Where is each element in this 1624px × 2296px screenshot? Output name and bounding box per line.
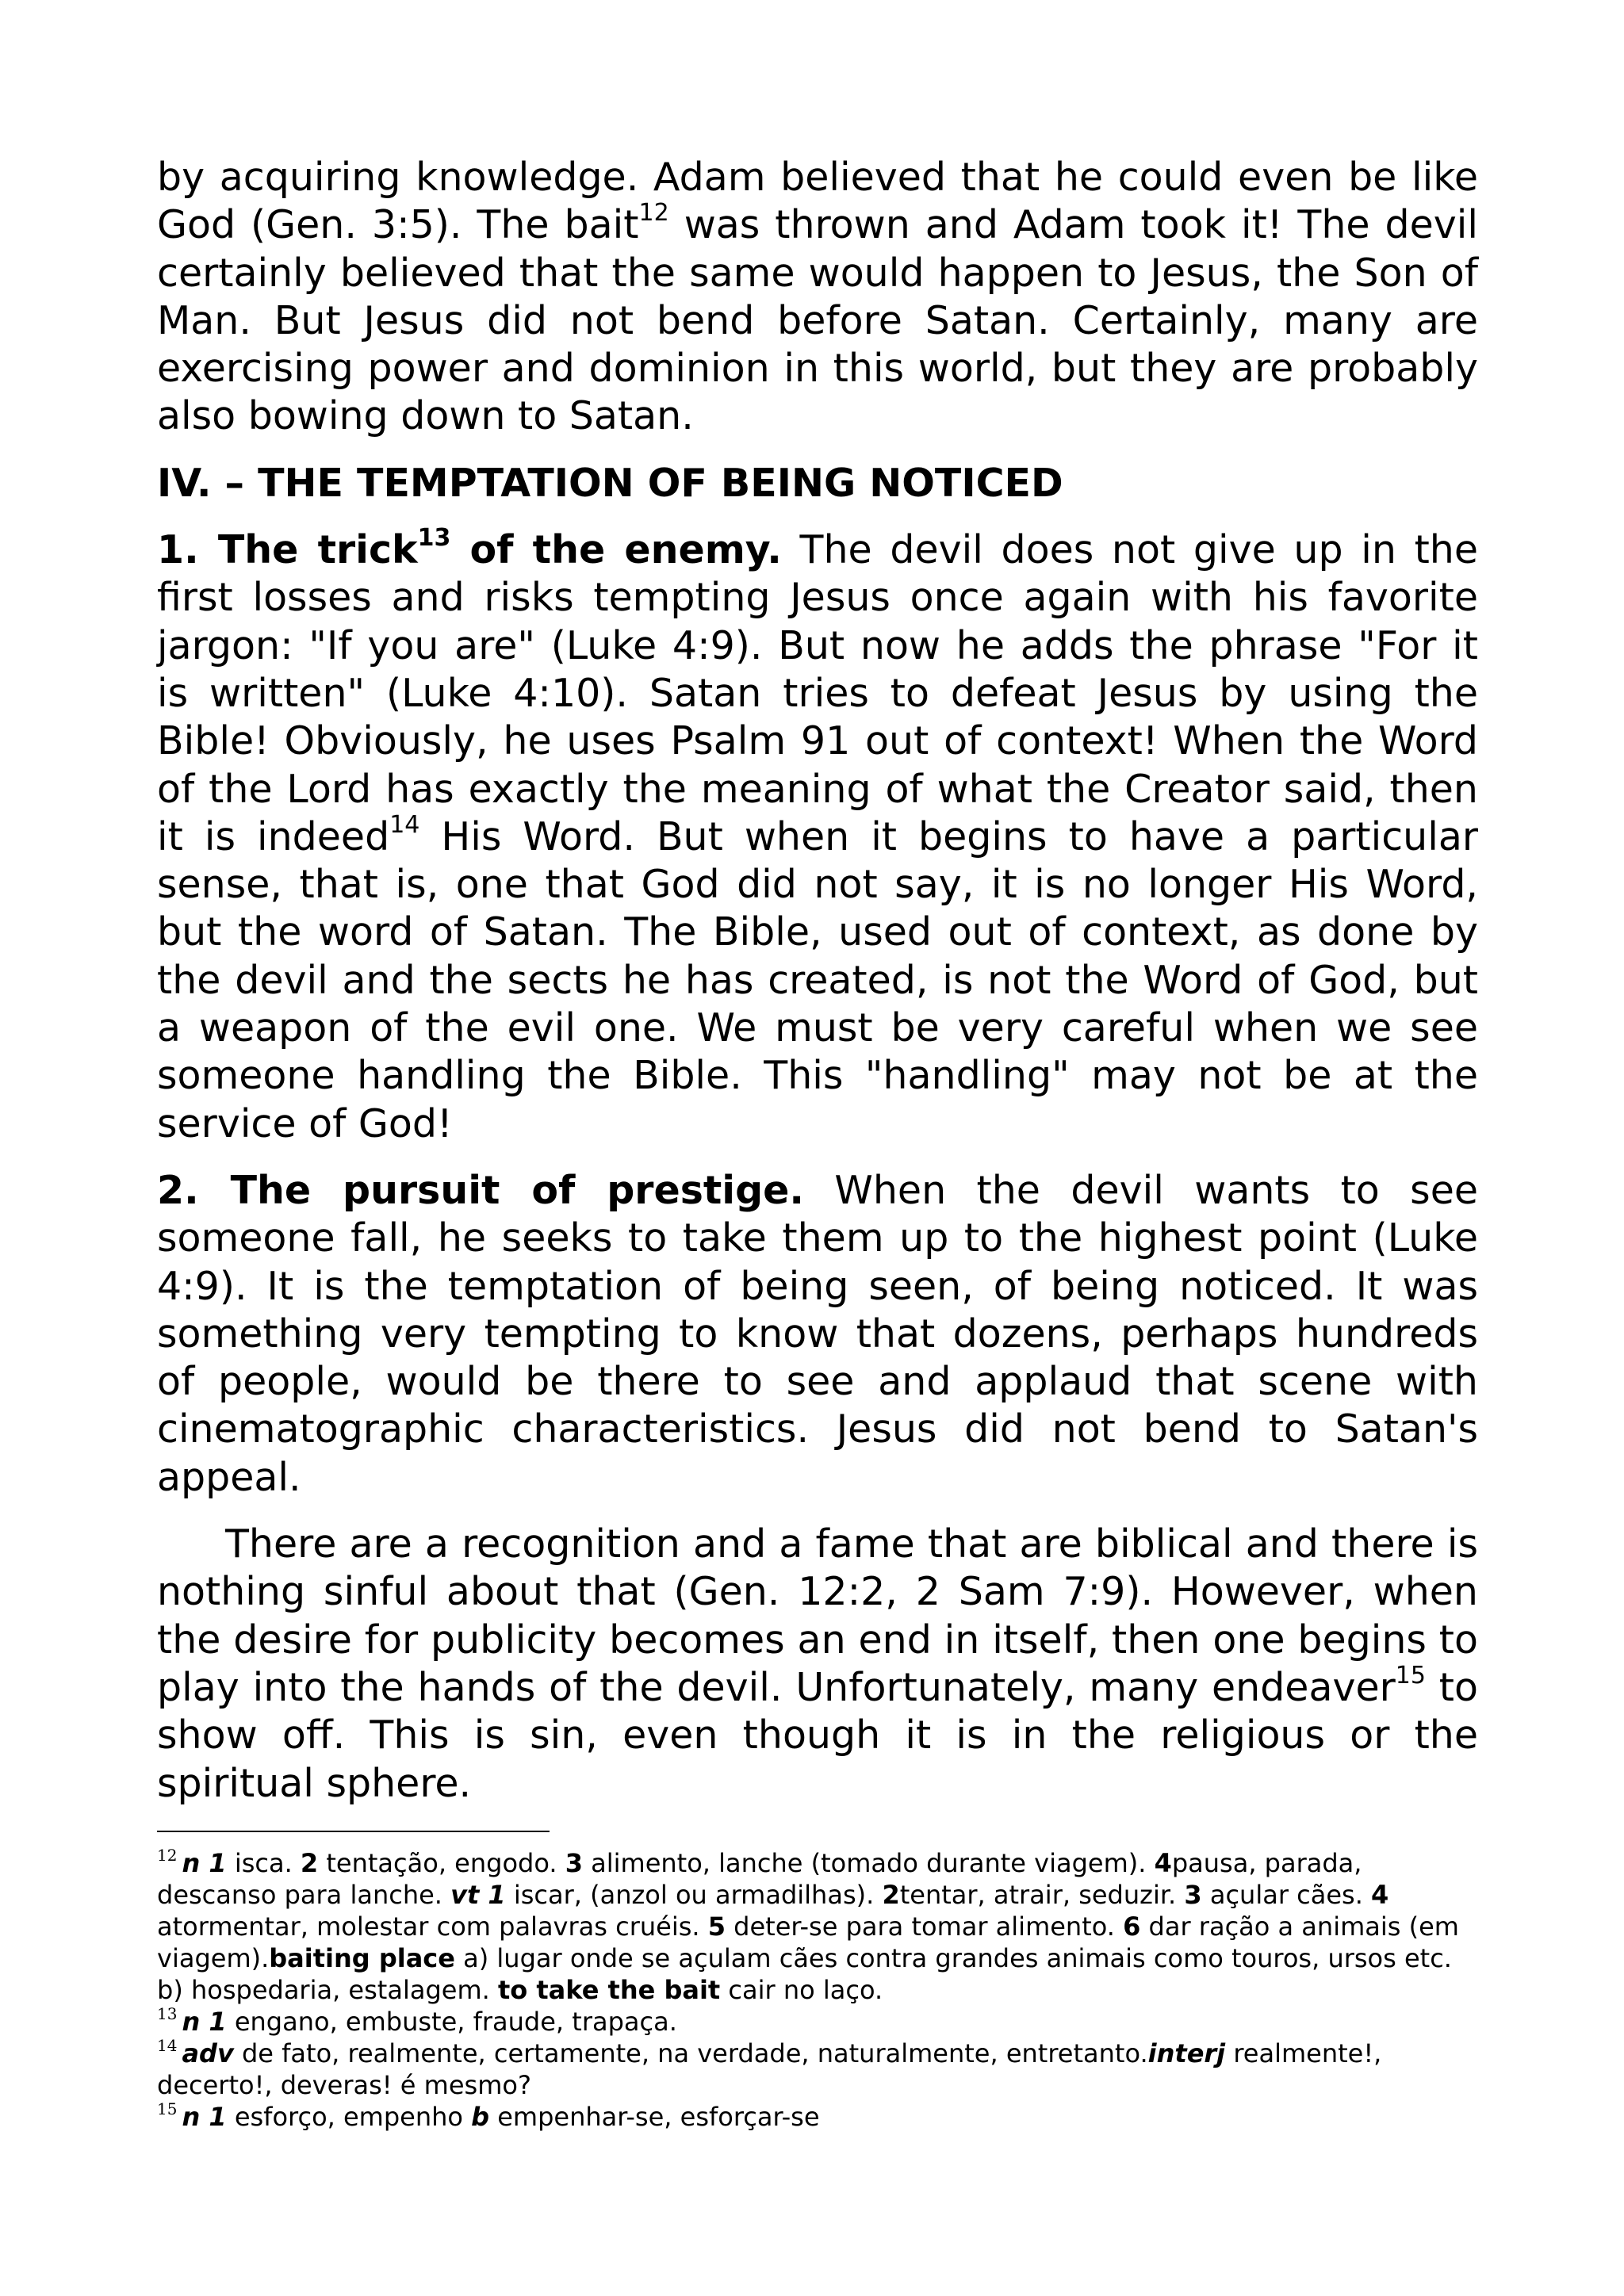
footnote-ref-14[interactable]: 14 — [389, 810, 420, 839]
definition: cair no laço. — [720, 1975, 883, 2005]
definition: tentação, engodo. — [318, 1848, 565, 1878]
paragraph-2 — [157, 526, 1478, 1148]
definition: iscar, (anzol ou armadilhas). — [505, 1880, 883, 1910]
footnote-number: 13 — [157, 2004, 178, 2023]
definition: empenhar-se, esforçar-se — [489, 2102, 820, 2132]
definition: alimento, lanche (tomado durante viagem). — [582, 1848, 1155, 1878]
term: 2 — [300, 1848, 319, 1878]
paragraph-text: There are a recognition and a fame that are biblical and there is nothing sinful about that (Gen. 12:2, 2 Sam 7:9). However, when the desire for publicity becomes an end in itself, then one begins to play into the hands of the devil. Unfortunately, many endeaver — [157, 1521, 1478, 1710]
term: b — [471, 2102, 490, 2132]
paragraph-text: by acquiring knowledge. Adam believed that he could even be like God (Gen. 3:5). The bait — [157, 155, 1478, 248]
definition: atormentar, molestar com palavras cruéis. — [157, 1911, 708, 1942]
term: adv — [182, 2038, 234, 2068]
definition: esforço, empenho — [226, 2102, 472, 2132]
footnote-number: 12 — [157, 1846, 178, 1865]
term: n 1 — [182, 1848, 227, 1878]
term: to take the bait — [497, 1975, 721, 2005]
definition: tentar, atrair, seduzir. — [899, 1880, 1185, 1910]
paragraph-text: The devil does not give up in the first losses and risks tempting Jesus once again with his favorite jargon: "If you are" (Luke 4:9). But now he adds the phrase "For it is written" (Luke 4:10). Satan tries to defeat Jesus by using the Bible! Obviously, he uses Psalm 91 out of context! When the Word of the Lord has exactly the meaning of what the Creator said, then it is indeed — [157, 527, 1479, 859]
paragraph-text: was thrown and Adam took it! The devil certainly believed that the same would happen to Jesus, the Son of Man. But Jesus did not bend before Satan. Certainly, many are exercising power and dominion in this world, but they are probably also bowing down to Satan. — [157, 202, 1478, 439]
footnote-ref-12[interactable]: 12 — [638, 199, 669, 228]
paragraph-lead — [157, 524, 782, 573]
definition: engano, embuste, fraude, trapaça. — [226, 2007, 677, 2037]
main-text — [157, 154, 1478, 1827]
footnote-15 — [157, 2101, 1478, 2133]
lead-text: 1. The trick — [157, 527, 418, 573]
term: 6 — [1123, 1911, 1141, 1942]
definition: dar ração a animais (em viagem). — [157, 1911, 1459, 1973]
term: 3 — [565, 1848, 583, 1878]
paragraph-lead: 2. The pursuit of prestige. — [157, 1167, 804, 1213]
footnote-ref-15[interactable]: 15 — [1395, 1661, 1426, 1689]
footnote-13 — [157, 2006, 1478, 2038]
definition: deter-se para tomar alimento. — [725, 1911, 1124, 1942]
term: 5 — [707, 1911, 726, 1942]
paragraph-text: to show off. This is sin, even though it is in the religious or the spiritual sphere. — [157, 1664, 1478, 1806]
section-heading: IV. – THE TEMPTATION OF BEING NOTICED — [157, 460, 1063, 506]
paragraph-1 — [157, 154, 1478, 441]
footnote-14 — [157, 2038, 1478, 2101]
term: 2 — [882, 1880, 900, 1910]
lead-text: of the enemy. — [450, 527, 782, 573]
definition: pausa, parada, descanso para lanche. — [157, 1848, 1362, 1910]
footnotes — [157, 1847, 1478, 2133]
term: vt 1 — [450, 1880, 506, 1910]
term: baiting place — [269, 1943, 455, 1973]
paragraph-4 — [157, 1521, 1478, 1808]
paragraph-text: His Word. But when it begins to have a particular sense, that is, one that God did not say, it is no longer His Word, but the word of Satan. The Bible, used out of context, as done by the devil and the sects he has created, is not the Word of God, but a weapon of the evil one. We must be very careful when we see someone handling the Bible. This "handling" may not be at the service of God! — [157, 813, 1478, 1146]
definition: realmente!, decerto!, deveras! é mesmo? — [157, 2038, 1382, 2100]
term: 3 — [1184, 1880, 1202, 1910]
footnote-number: 15 — [157, 2099, 178, 2118]
term: 4 — [1371, 1880, 1389, 1910]
paragraph-text: When the devil wants to see someone fall, he seeks to take them up to the highest point (Luke 4:9). It is the temptation of being seen, of being noticed. It was something very tempting to know that dozens, perhaps hundreds of people, would be there to see and applaud that scene with cinematographic characteristics. Jesus did not bend to Satan's appeal. — [157, 1167, 1478, 1500]
term: 4 — [1154, 1848, 1172, 1878]
term: interj — [1147, 2038, 1226, 2068]
footnote-ref-13[interactable]: 13 — [417, 524, 451, 553]
paragraph-3 — [157, 1167, 1478, 1502]
definition: açular cães. — [1201, 1880, 1372, 1910]
definition: isca. — [226, 1848, 301, 1878]
definition: de fato, realmente, certamente, na verdade, naturalmente, entretanto. — [233, 2038, 1148, 2068]
footnote-number: 14 — [157, 2036, 178, 2055]
definition: a) lugar onde se açulam cães contra grandes animais como touros, ursos etc. b) hospedaria, estalagem. — [157, 1943, 1452, 2005]
footnote-12 — [157, 1847, 1478, 2006]
term: n 1 — [182, 2102, 227, 2132]
footnote-separator — [157, 1831, 550, 1832]
term: n 1 — [182, 2007, 227, 2037]
